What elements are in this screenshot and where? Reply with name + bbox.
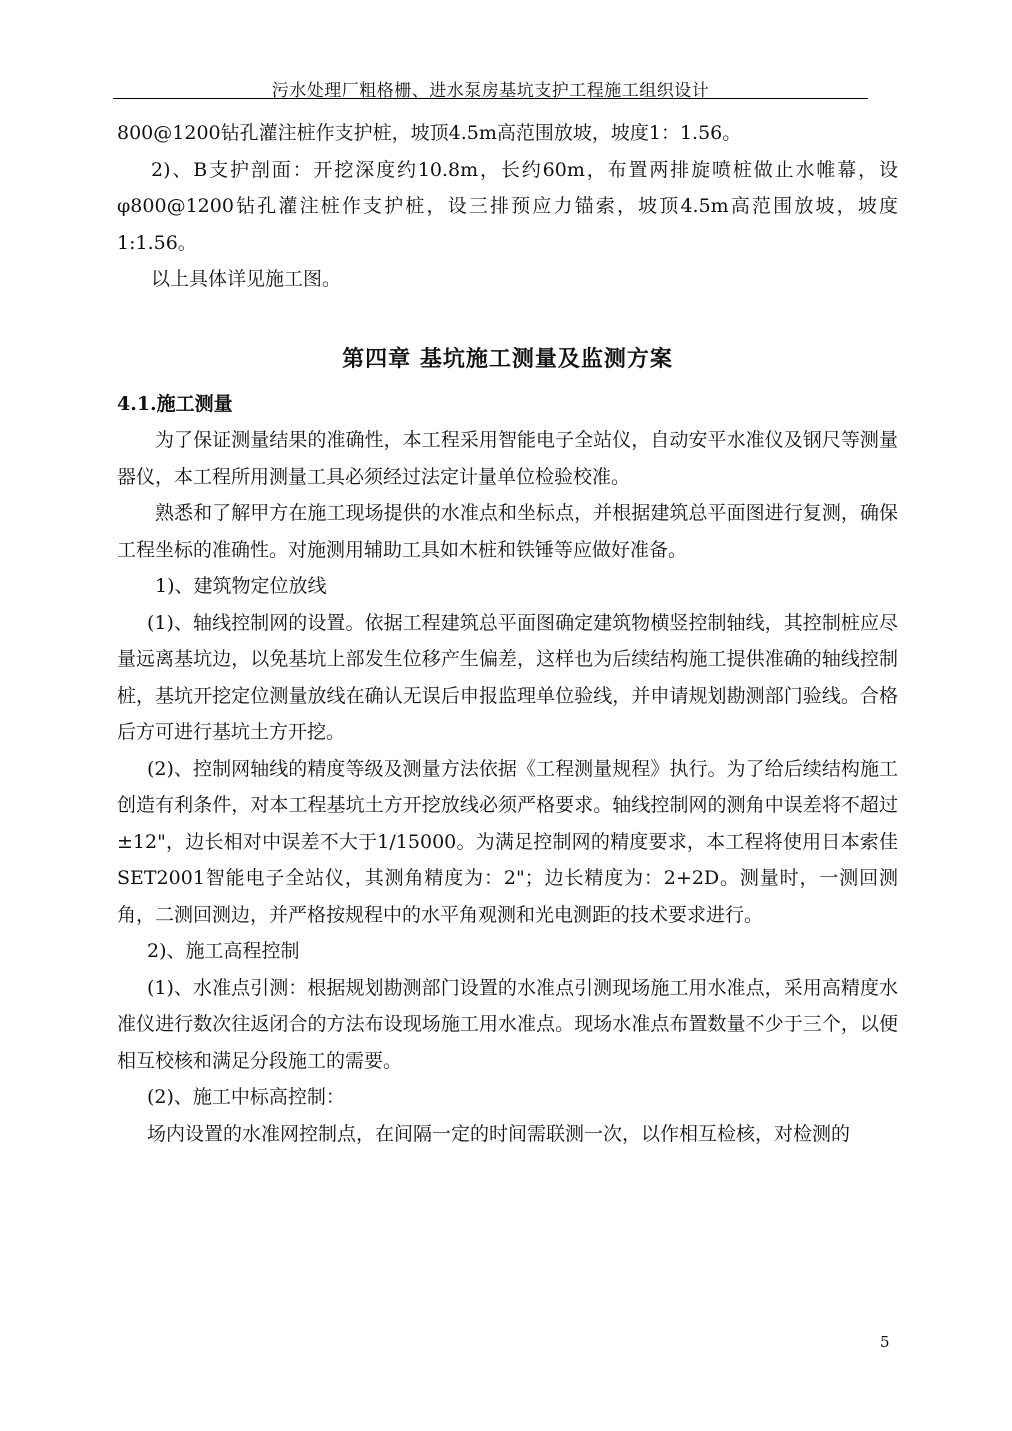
paragraph-b-section: 2)、B支护剖面：开挖深度约10.8m，长约60m，布置两排旋喷桩做止水帷幕，设φ800@1200钻孔灌注桩作支护桩，设三排预应力锚索，坡顶4.5m高范围放坡，坡度1:1.56。: [117, 158, 898, 254]
paragraph: 场内设置的水准网控制点，在间隔一定的时间需联测一次，以作相互检核，对检测的: [147, 1122, 851, 1145]
chapter-title: 第四章 基坑施工测量及监测方案: [342, 345, 673, 372]
header-divider: [113, 98, 868, 99]
list-heading: 1)、建筑物定位放线: [155, 575, 327, 597]
paragraph: (1)、轴线控制网的设置。依据工程建筑总平面图确定建筑物横竖控制轴线，其控制桩应尽量远离基坑边，以免基坑上部发生位移产生偏差，这样也为后续结构施工提供准确的轴线控制桩，基坑开挖定位测量放线在确认无误后申报监理单位验线，并申请规划勘测部门验线。合格后方可进行基坑土方开挖。: [117, 611, 898, 743]
paragraph: 为了保证测量结果的准确性，本工程采用智能电子全站仪，自动安平水准仪及钢尺等测量器仪，本工程所用测量工具必须经过法定计量单位检验校准。: [117, 429, 898, 488]
paragraph: (2)、控制网轴线的精度等级及测量方法依据《工程测量规程》执行。为了给后续结构施工创造有利条件，对本工程基坑土方开挖放线必须严格要求。轴线控制网的测角中误差将不超过±12"，边长相对中误差不大于1/15000。为满足控制网的精度要求，本工程将使用日本索佳SET2001智能电子全站仪，其测角精度为：2"；边长精度为：2+2D。测量时，一测回测角，二测回测边，并严格按规程中的水平角观测和光电测距的技术要求进行。: [117, 757, 898, 926]
list-heading: 2)、施工高程控制: [147, 940, 300, 962]
section-title: 4.1.施工测量: [117, 392, 233, 415]
list-heading: (2)、施工中标高控制：: [147, 1086, 345, 1108]
page-number: 5: [880, 1333, 890, 1351]
paragraph: (1)、水准点引测：根据规划勘测部门设置的水准点引测现场施工用水准点，采用高精度水准仪进行数次往返闭合的方法布设现场施工用水准点。现场水准点布置数量不少于三个，以便相互校核和满足分段施工的需要。: [117, 976, 898, 1072]
paragraph-see-drawings: 以上具体详见施工图。: [151, 268, 342, 290]
paragraph-continued: 800@1200钻孔灌注桩作支护桩，坡顶4.5m高范围放坡，坡度1：1.56。: [117, 122, 742, 144]
paragraph: 熟悉和了解甲方在施工现场提供的水准点和坐标点，并根据建筑总平面图进行复测，确保工程坐标的准确性。对施测用辅助工具如木桩和铁锤等应做好准备。: [117, 502, 898, 561]
document-body: [117, 115, 898, 1152]
page-header-title: 污水处理厂粗格栅、进水泵房基坑支护工程施工组织设计: [271, 81, 710, 101]
